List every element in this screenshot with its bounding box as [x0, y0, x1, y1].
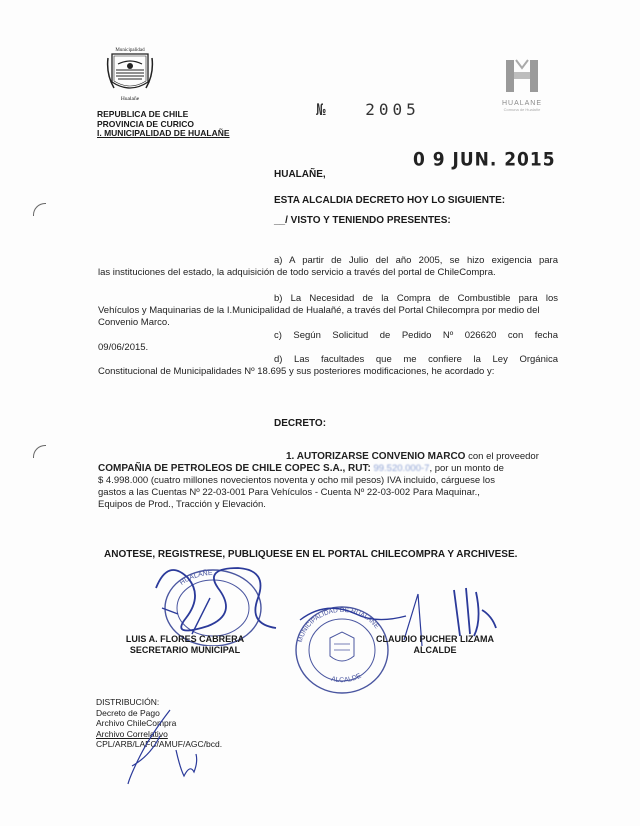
decree-number	[316, 100, 420, 119]
distribution-item: Archivo ChileCompra	[96, 718, 177, 728]
institution-header	[97, 110, 230, 139]
mayor-stamp-text-top: MUNICIPALIDAD DE HUALAÑE	[296, 606, 381, 644]
distribution-item: Archivo Correlativo	[96, 728, 168, 739]
consideration-c	[98, 330, 558, 354]
decree-number-prefix: №	[316, 100, 330, 119]
seal-text-top: Municipalidad	[115, 48, 145, 53]
mayor-stamp-text-bottom: ALCALDE	[330, 672, 363, 685]
secretary-signatory	[110, 634, 260, 656]
decreto-item	[98, 451, 558, 511]
header-line-municipality: I. MUNICIPALIDAD DE HUALAÑE	[97, 128, 230, 138]
decreto-item-title-tail: con el proveedor	[465, 451, 539, 462]
logo-name: HUALANE	[501, 100, 543, 107]
decreto-heading: DECRETO:	[274, 418, 327, 429]
statement-line: ESTA ALCALDIA DECRETO HOY LO SIGUIENTE:	[274, 195, 506, 206]
decreto-company: COMPAÑIA DE PETROLEOS DE CHILE COPEC S.A., RUT:	[98, 463, 371, 474]
header-line-province: PROVINCIA DE CURICO	[97, 118, 194, 129]
logo-tagline: Comuna de Hualañe	[503, 107, 541, 112]
header-line-country: REPUBLICA DE CHILE	[97, 109, 189, 119]
consideration-b	[98, 293, 558, 329]
consideration-d-rest: Constitucional de Municipalidades Nº 18.695 y sus posteriores modificaciones, he acordado y:	[98, 366, 495, 377]
consideration-b-rest: Vehículos y Maquinarias de la I.Municipalidad de Hualañé, a través del Portal Chilecompra por medio del Convenio Marco.	[98, 305, 540, 328]
decreto-item-line4: gastos a las Cuentas Nº 22-03-001 Para Vehículos - Cuenta Nº 22-03-002 Para Maquinar.,	[98, 487, 480, 498]
distribution-item: Decreto de Pago	[96, 707, 160, 718]
secretary-title: SECRETARIO MUNICIPAL	[129, 645, 241, 655]
consideration-c-first: c) Según Solicitud de Pedido Nº 026620 con fecha	[274, 330, 558, 341]
consideration-d	[98, 354, 558, 378]
seal-text-bottom: Hualañe	[120, 96, 140, 102]
consideration-c-rest: 09/06/2015.	[98, 342, 149, 353]
punch-hole-top	[33, 203, 46, 216]
consideration-b-first: b) La Necesidad de la Compra de Combustible para los	[274, 293, 558, 304]
secretary-signature	[148, 548, 288, 648]
decreto-item-title: 1. AUTORIZARSE CONVENIO MARCO	[286, 451, 466, 462]
visto-line: __/ VISTO Y TENIENDO PRESENTES:	[274, 215, 451, 226]
hualane-logo	[492, 58, 552, 118]
secretary-name: LUIS A. FLORES CABRERA	[125, 634, 245, 644]
consideration-a	[98, 255, 558, 279]
municipal-seal	[104, 44, 156, 102]
decreto-item-line5: Equipos de Prod., Tracción y Elevación.	[98, 499, 266, 510]
secretary-stamp-text: HUALAÑE	[178, 569, 213, 587]
mayor-name: CLAUDIO PUCHER LIZAMA	[376, 634, 494, 644]
mayor-signatory	[360, 634, 510, 656]
decreto-item-line1	[286, 451, 558, 463]
decreto-rut-redacted: 99.520.000-7	[373, 463, 430, 474]
decreto-line2-tail: , por un monto de	[429, 463, 504, 474]
place-line: HUALAÑE,	[274, 169, 326, 180]
consideration-a-rest: las instituciones del estado, la adquisición de todo servicio a través del portal de ChileCompra.	[98, 267, 496, 278]
date-stamp: 0 9 JUN. 2015	[413, 149, 556, 171]
distribution-item: CPL/ARB/LAFC/AMUF/AGC/bcd.	[96, 739, 223, 749]
distribution-heading: DISTRIBUCIÓN:	[96, 697, 160, 707]
consideration-a-first: a) A partir de Julio del año 2005, se hizo exigencia para	[274, 255, 558, 266]
decree-number-value: 2005	[365, 100, 420, 119]
consideration-d-first: d) Las facultades que me confiere la Ley Orgánica	[274, 354, 558, 365]
decreto-item-line3: $ 4.998.000 (cuatro millones novecientos noventa y ocho mil pesos) IVA incluido, cárguese los	[98, 475, 495, 486]
decreto-item-line2	[98, 463, 558, 475]
closing-line: ANOTESE, REGISTRESE, PUBLIQUESE EN EL PORTAL CHILECOMPRA Y ARCHIVESE.	[104, 549, 518, 560]
punch-hole-bottom	[33, 445, 46, 458]
initials-scribble	[110, 706, 210, 786]
svg-text:ALCALDE	[330, 672, 363, 684]
mayor-title: ALCALDE	[413, 645, 457, 655]
hualane-logo-mark	[502, 58, 542, 94]
